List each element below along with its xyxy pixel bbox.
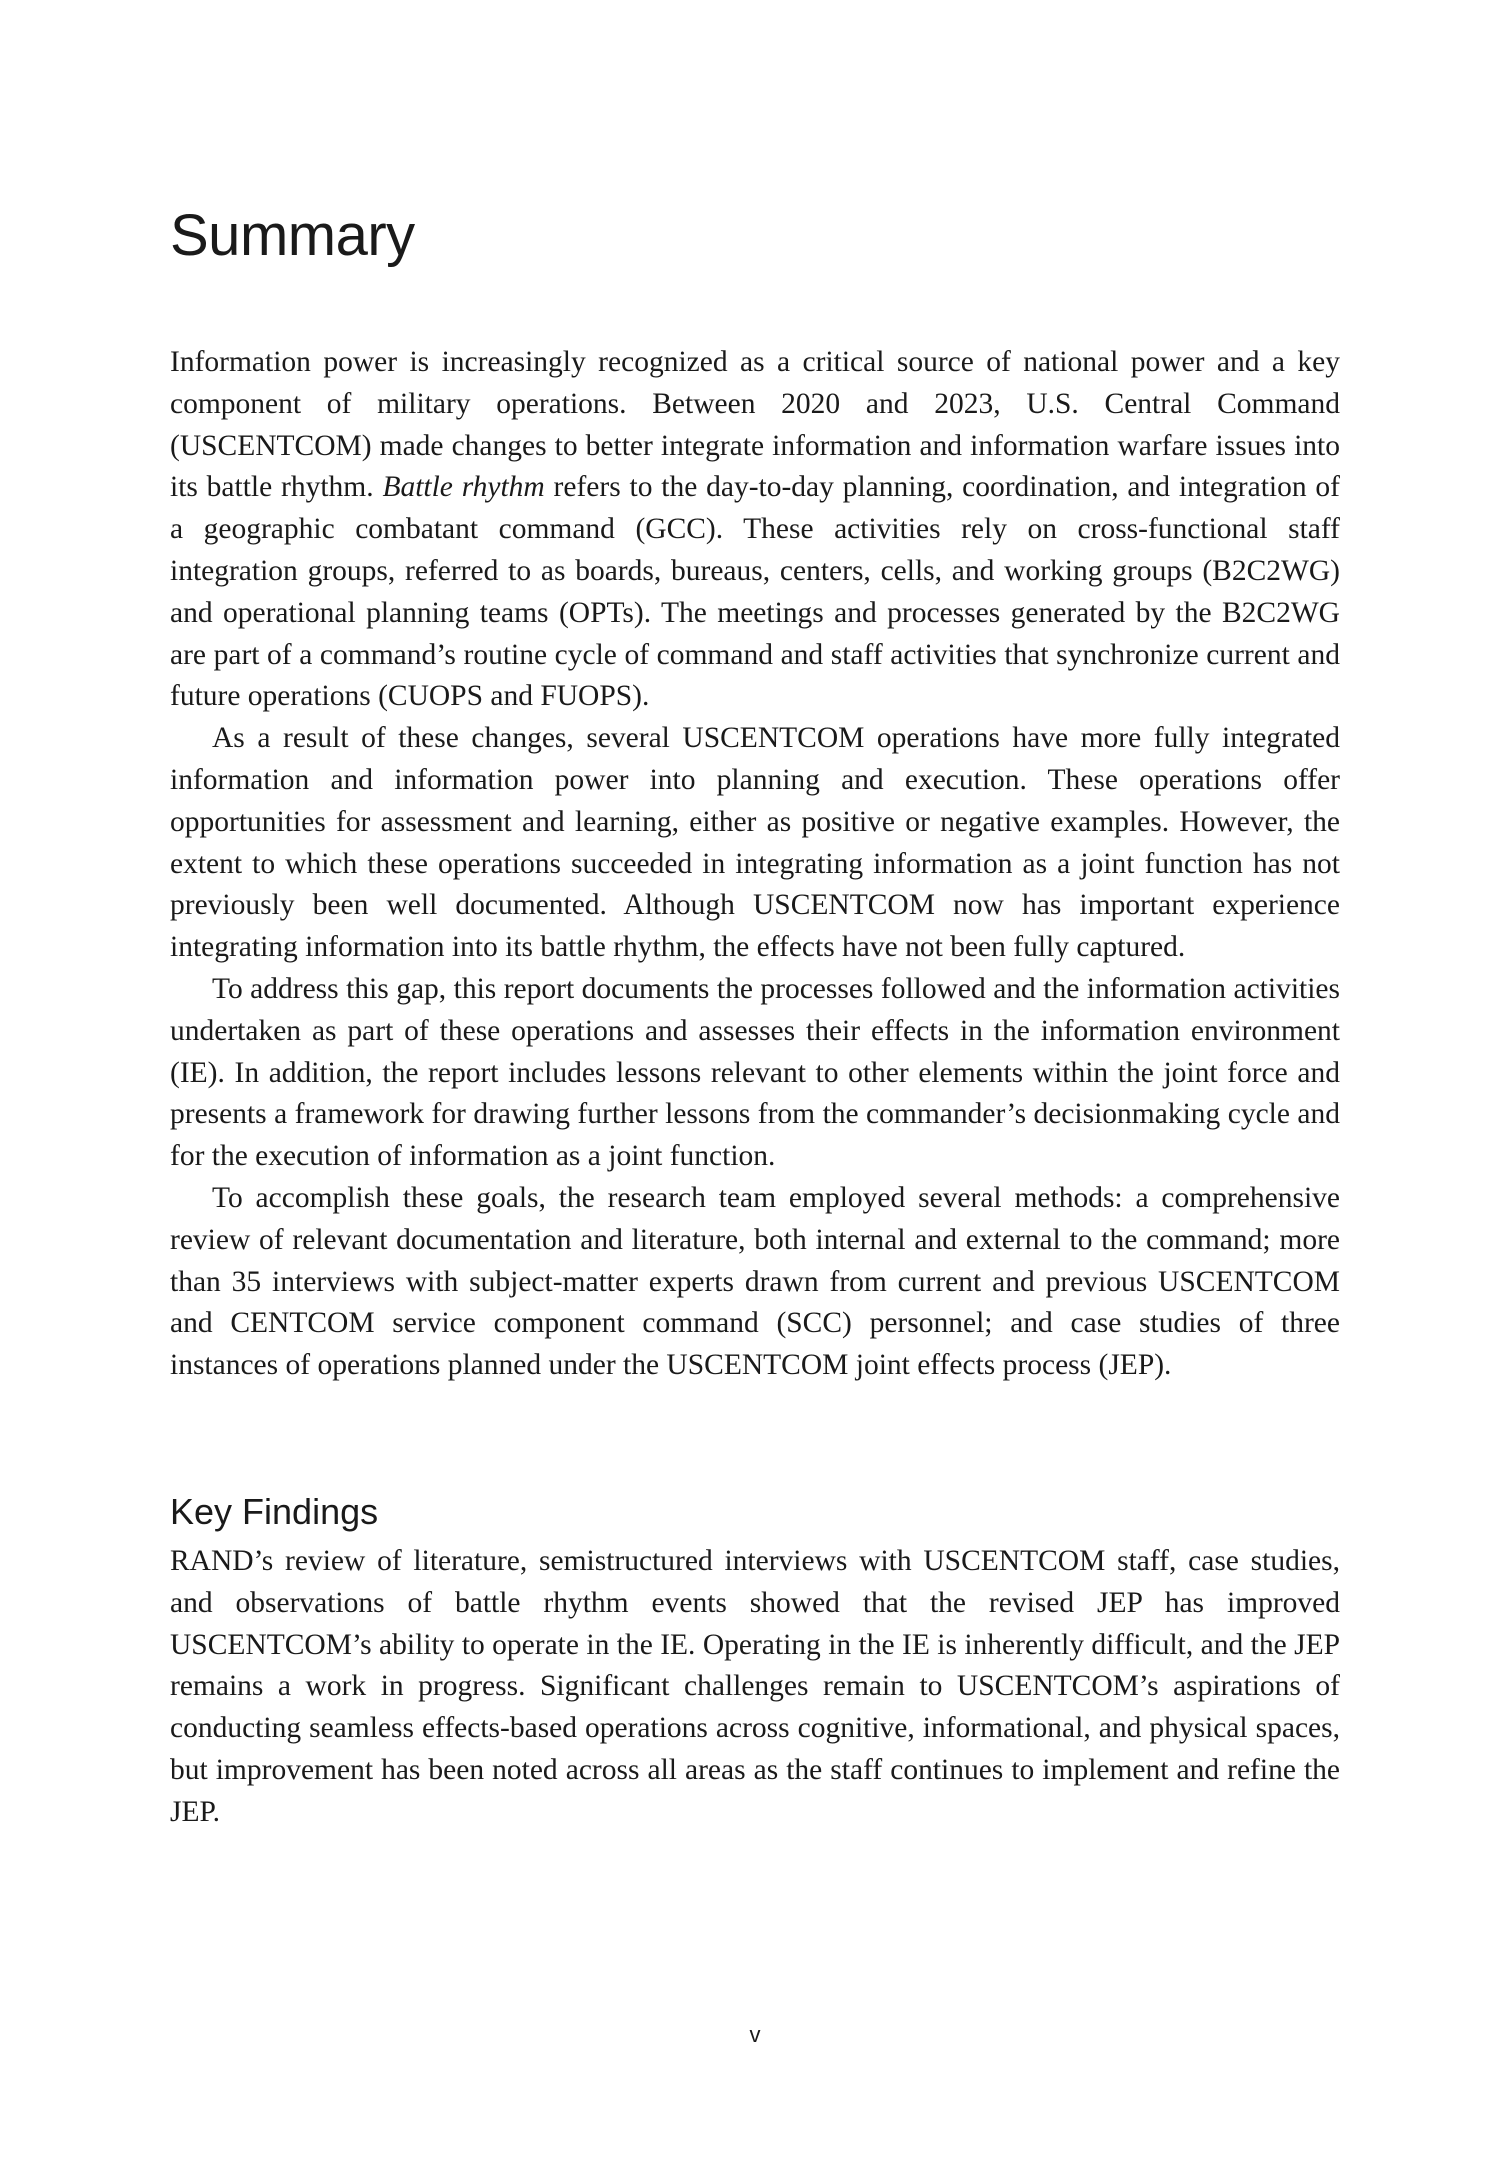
battle-rhythm-term: Battle rhythm: [382, 471, 545, 504]
summary-body: [170, 342, 1340, 1387]
key-findings-body: [170, 1541, 1340, 1834]
paragraph-3: To address this gap, this report documents the processes followed and the information activities undertaken as part of these operations and assesses their effects in the information environment (IE). In addition, the report includes lessons relevant to other elements within the joint force and presents a framework for drawing further lessons from the commander’s decisionmaking cycle and for the execution of information as a joint function.: [170, 972, 1340, 1173]
paragraph-1-text-end: refers to the day-to-day planning, coordination, and integration of a geographic combatant command (GCC). These activities rely on cross-functional staff integration groups, referred to as boards, bureaus, centers, cells, and working groups (B2C2WG) and operational planning teams (OPTs). The meetings and processes generated by the B2C2WG are part of a command’s routine cycle of command and staff activities that synchronize current and future operations (CUOPS and FUOPS).: [170, 471, 1341, 713]
paragraph-4: To accomplish these goals, the research team employed several methods: a comprehensive review of relevant documentation and literature, both internal and external to the command; more than 35 interviews with subject-matter experts drawn from current and previous USCENTCOM and CENTCOM service component command (SCC) personnel; and case studies of three instances of operations planned under the USCENTCOM joint effects process (JEP).: [170, 1181, 1340, 1382]
page-title: Summary: [170, 203, 415, 268]
key-findings-heading: Key Findings: [170, 1491, 379, 1532]
paragraph-1: [170, 342, 1340, 718]
paragraph-2: As a result of these changes, several USCENTCOM operations have more fully integrated information and information power into planning and execution. These operations offer opportunities for assessment and learning, either as positive or negative examples. However, the extent to which these operations succeeded in integrating information as a joint function has not previously been well documented. Although USCENTCOM now has important experience integrating information into its battle rhythm, the effects have not been fully captured.: [170, 722, 1340, 964]
key-findings-paragraph: RAND’s review of literature, semistructured interviews with USCENTCOM staff, case studies, and observations of battle rhythm events showed that the revised JEP has improved USCENTCOM’s ability to operate in the IE. Operating in the IE is inherently difficult, and the JEP remains a work in progress. Significant challenges remain to USCENTCOM’s aspirations of conducting seamless effects-based operations across cognitive, informational, and physical spaces, but improvement has been noted across all areas as the staff continues to implement and refine the JEP.: [170, 1545, 1340, 1828]
paragraph-1-text-start: Information power is increasingly recognized as a critical source of national power and a key component of military operations. Between 2020 and 2023, U.S. Central Command (USCENTCOM) made changes to better integrate information and information warfare issues into its battle rhythm.: [170, 346, 1340, 504]
page-number: v: [749, 2022, 761, 2047]
document-page: [170, 0, 1340, 2160]
